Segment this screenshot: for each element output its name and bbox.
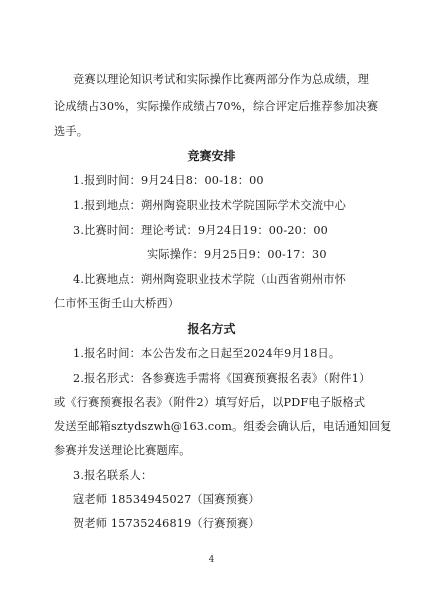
registration-item-2-line-2: 或《行赛预赛报名表》（附件2）填写好后，以PDF电子版格式 bbox=[54, 396, 366, 409]
page-number: 4 bbox=[208, 555, 215, 565]
schedule-item-3-continued: 实际操作：9月25日9：00-17：30 bbox=[147, 248, 327, 261]
registration-item-1: 1.报名时间：本公告发布之日起至2024年9月18日。 bbox=[73, 347, 341, 360]
schedule-item-2: 1.报到地点：朔州陶瓷职业技术学院国际学术交流中心 bbox=[73, 199, 346, 212]
schedule-heading: 竞赛安排 bbox=[187, 149, 236, 163]
registration-heading: 报名方式 bbox=[187, 322, 236, 336]
schedule-item-1: 1.报到时间：9月24日8：00-18：00 bbox=[73, 174, 264, 187]
registration-contact-1: 寇老师 18534945027（国赛预赛） bbox=[73, 493, 260, 506]
registration-item-2-line-3: 发送至邮箱sztydszwh@163.com。组委会确认后，电话通知回复 bbox=[54, 420, 392, 433]
intro-line-1: 竞赛以理论知识考试和实际操作比赛两部分作为总成绩，理 bbox=[73, 73, 370, 86]
registration-item-2-line-1: 2.报名形式：各参赛选手需将《国赛预赛报名表》（附件1） bbox=[73, 372, 371, 385]
registration-item-3: 3.报名联系人： bbox=[73, 469, 153, 482]
registration-contact-2: 贺老师 15735246819（行赛预赛） bbox=[73, 517, 260, 530]
schedule-item-4-line-2: 仁市怀玉街壬山大桥西） bbox=[54, 297, 180, 310]
schedule-item-4-line-1: 4.比赛地点：朔州陶瓷职业技术学院（山西省朔州市怀 bbox=[73, 273, 346, 286]
registration-item-2-line-4: 参赛并发送理论比赛题库。 bbox=[54, 444, 191, 457]
intro-line-2: 论成绩占30%，实际操作成绩占70%，综合评定后推荐参加决赛 bbox=[54, 100, 379, 113]
schedule-item-3: 3.比赛时间：理论考试：9月24日19：00-20：00 bbox=[73, 224, 328, 237]
intro-line-3: 选手。 bbox=[54, 125, 89, 138]
